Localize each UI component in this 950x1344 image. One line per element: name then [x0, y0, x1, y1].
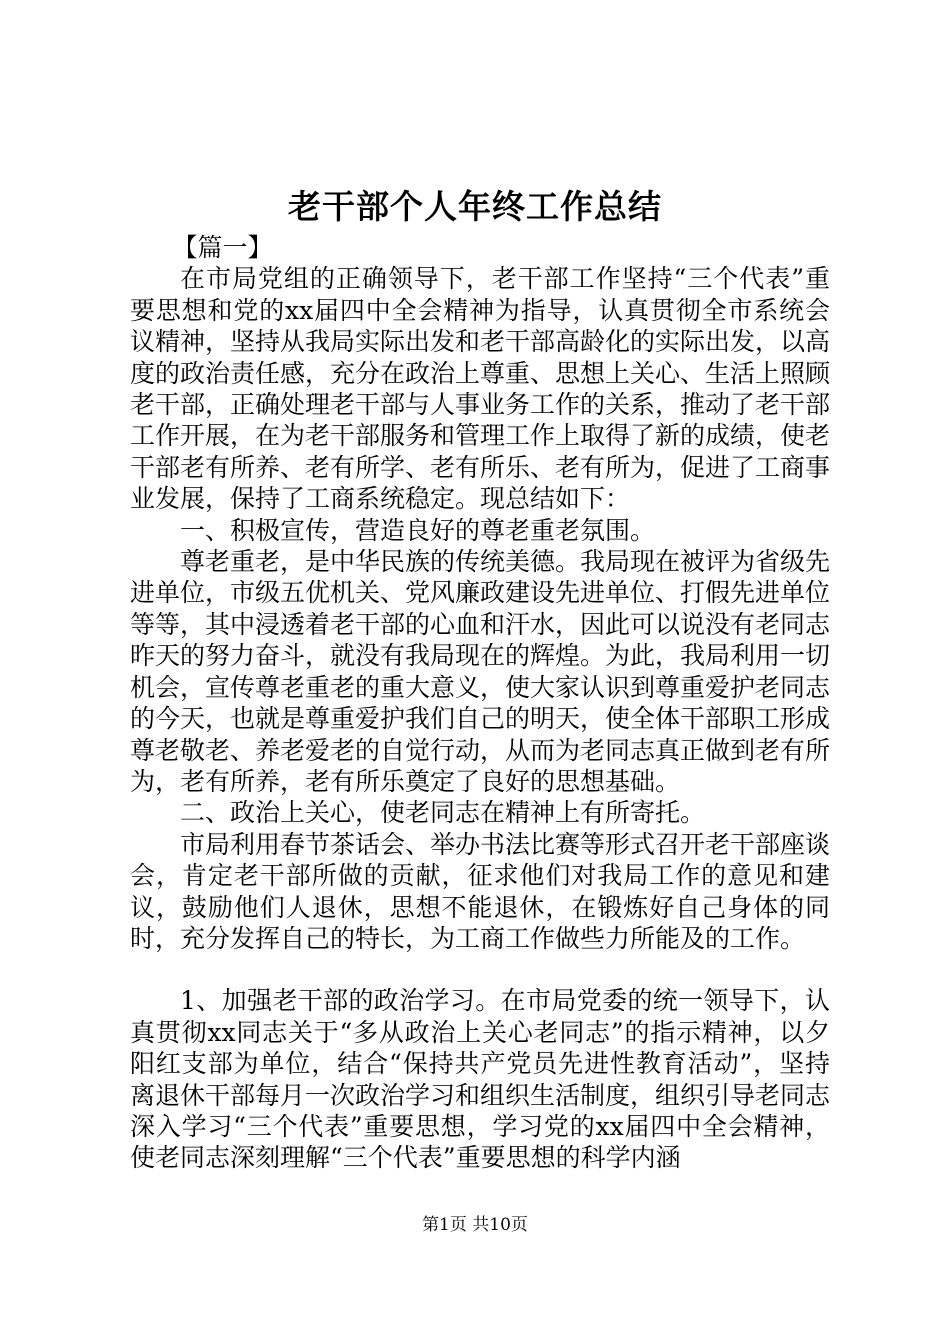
section-heading-1: 一、积极宣传，营造良好的尊老重老氛围。 [180, 515, 656, 545]
item-1-paragraph: 1、加强老干部的政治学习。在市局党委的统一领导下，认真贯彻xx同志关于“多从政治上关心老同志”的指示精神，以夕阳红支部为单位，结合“保持共产党员先进性教育活动”，坚持离退休干部每月一次政治学习和组织生活制度，组织引导老同志深入学习“三个代表”重要思想，学习党的xx届四中全会精神，使老同志深刻理解“三个代表”重要思想的科学内涵 [130, 986, 831, 1173]
document-title: 老干部个人年终工作总结 [288, 187, 662, 226]
section-heading-2: 二、政治上关心，使老同志在精神上有所寄托。 [180, 798, 706, 828]
section-label: 【篇一】 [172, 233, 273, 262]
page-number-footer: 第1页 共10页 [422, 1215, 528, 1235]
document-body [130, 232, 830, 1174]
intro-paragraph: 在市局党组的正确领导下，老干部工作坚持“三个代表”重要思想和党的xx届四中全会精神为指导，认真贯彻全市系统会议精神，坚持从我局实际出发和老干部高龄化的实际出发，以高度的政治责任感，充分在政治上尊重、思想上关心、生活上照顾老干部，正确处理老干部与人事业务工作的关系，推动了老干部工作开展，在为老干部服务和管理工作上取得了新的成绩，使老干部老有所养、老有所学、老有所乐、老有所为，促进了工商事业发展，保持了工商系统稳定。现总结如下： [130, 264, 831, 514]
section-1-paragraph: 尊老重老，是中华民族的传统美德。我局现在被评为省级先进单位，市级五优机关、党风廉政建设先进单位、打假先进单位等等，其中浸透着老干部的心血和汗水，因此可以说没有老同志昨天的努力奋斗，就没有我局现在的辉煌。为此，我局利用一切机会，宣传尊老重老的重大意义，使大家认识到尊重爱护老同志的今天，也就是尊重爱护我们自己的明天，使全体干部职工形成尊老敬老、养老爱老的自觉行动，从而为老同志真正做到老有所为，老有所养，老有所乐奠定了良好的思想基础。 [130, 547, 831, 796]
section-2-paragraph: 市局利用春节茶话会、举办书法比赛等形式召开老干部座谈会，肯定老干部所做的贡献，征求他们对我局工作的意见和建议，鼓励他们人退休，思想不能退休，在锻炼好自己身体的同时，充分发挥自己的特长，为工商工作做些力所能及的工作。 [130, 829, 831, 953]
